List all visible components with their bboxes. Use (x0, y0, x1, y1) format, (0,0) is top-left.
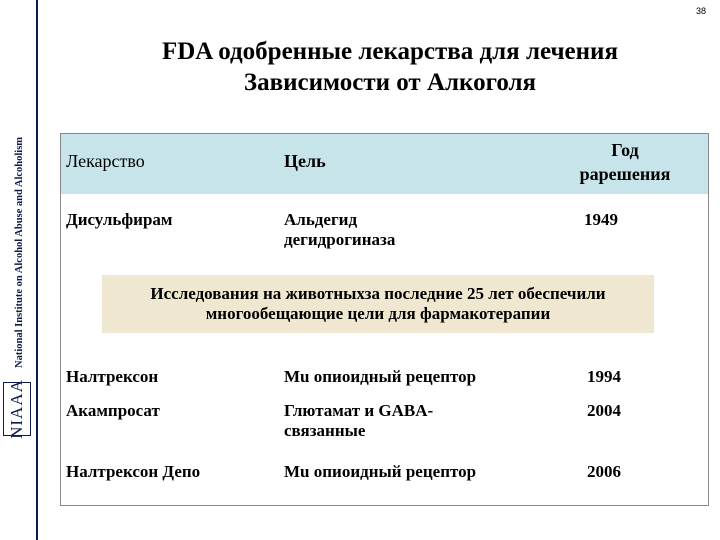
research-callout-line-1: Исследования на животныхза последние 25 лет обеспечили (150, 284, 606, 303)
table-row-3-year: 2004 (587, 401, 621, 420)
sidebar-rule (36, 0, 38, 540)
research-callout-line-2: многообещающие цели для фармакотерапии (205, 304, 551, 323)
table-row-1-target-line-2: дегидрогиназа (284, 230, 396, 249)
institute-name-text: National Institute on Alcohol Abuse and Alcoholism (14, 136, 25, 368)
slide-title-line-2: Зависимости от Алкоголя (243, 69, 537, 96)
table-row-3-drug: Акампросат (66, 401, 160, 420)
slide-title-line-1: FDA одобренные лекарства для лечения (161, 38, 618, 65)
table-row-4-target (284, 462, 476, 482)
sidebar (0, 0, 44, 540)
table-row-3-target (284, 401, 433, 441)
table-row-2-year: 1994 (587, 367, 621, 386)
table-row-3-target-line-2: связанные (284, 421, 366, 440)
column-header-year-line-1: Год (611, 140, 639, 160)
table-row-1-drug: Дисульфирам (66, 210, 173, 229)
research-callout (102, 275, 654, 333)
table-row-2-target (284, 367, 476, 387)
table-row-2-drug: Налтрексон (66, 367, 159, 386)
column-header-year (560, 140, 690, 184)
page-number: 38 (695, 6, 706, 16)
slide-title (60, 36, 720, 98)
column-header-year-line-2: рарешения (579, 164, 671, 184)
table-row-3-target-line-1: Глютамат и GABA- (284, 401, 434, 420)
table-row-4-target-line-1: Mu опиоидный рецептор (284, 462, 477, 481)
table-row-1-target (284, 210, 395, 250)
column-header-target: Цель (284, 151, 326, 171)
table-row-4-year: 2006 (587, 462, 621, 481)
column-header-drug: Лекарство (66, 151, 145, 171)
table-row-4-drug: Налтрексон Депо (66, 462, 201, 481)
table-row-1-target-line-1: Альдегид (284, 210, 358, 229)
niaaa-logo-text: NIAAA (7, 379, 26, 439)
table-row-2-target-line-1: Mu опиоидный рецептор (284, 367, 477, 386)
table-row-1-year: 1949 (584, 210, 618, 229)
niaaa-logo (3, 379, 31, 439)
